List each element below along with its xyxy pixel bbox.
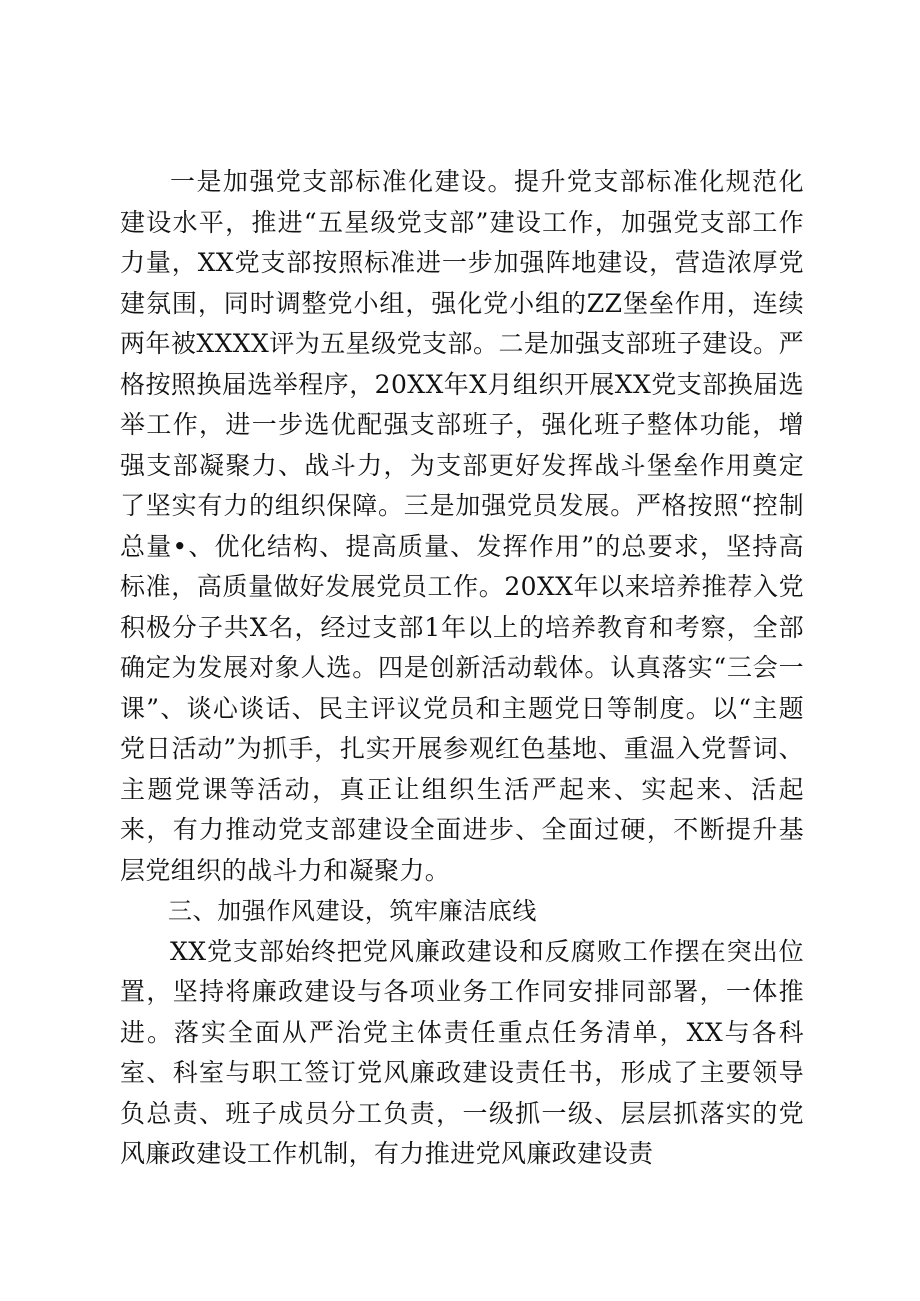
section-heading: 三、加强作风建设，筑牢廉洁底线: [168, 897, 537, 925]
document-body: [120, 162, 804, 1175]
paragraph-integrity-building: XX党支部始终把党风廉政建设和反腐败工作摆在突出位置，坚持将廉政建设与各项业务工作同安排同部署，一体推进。落实全面从严治党主体责任重点任务清单，XX与各科室、科室与职工签订党风廉政建设责任书，形成了主要领导负总责、班子成员分工负责，一级抓一级、层层抓落实的党风廉政建设工作机制，有力推进党风廉政建设责: [120, 936, 804, 1168]
paragraph-party-branch-building: 一是加强党支部标准化建设。提升党支部标准化规范化建设水平，推进“五星级党支部”建设工作，加强党支部工作力量，XX党支部按照标准进一步加强阵地建设，营造浓厚党建氛围，同时调整党小组，强化党小组的ZZ堡垒作用，连续两年被XXXX评为五星级党支部。二是加强支部班子建设。严格按照换届选举程序，20XX年X月组织开展XX党支部换届选举工作，进一步选优配强支部班子，强化班子整体功能，增强支部凝聚力、战斗力，为支部更好发挥战斗堡垒作用奠定了坚实有力的组织保障。三是加强党员发展。严格按照“控制总量•、优化结构、提高质量、发挥作用”的总要求，坚持高标准，高质量做好发展党员工作。20XX年以来培养推荐入党积极分子共X名，经过支部1年以上的培养教育和考察，全部确定为发展对象人选。四是创新活动载体。认真落实“三会一课”、谈心谈话、民主评议党员和主题党日等制度。以“主题党日活动”为抓手，扎实开展参观红色基地、重温入党誓词、主题党课等活动，真正让组织生活严起来、实起来、活起来，有力推动党支部建设全面进步、全面过硬，不断提升基层党组织的战斗力和凝聚力。: [120, 167, 804, 885]
